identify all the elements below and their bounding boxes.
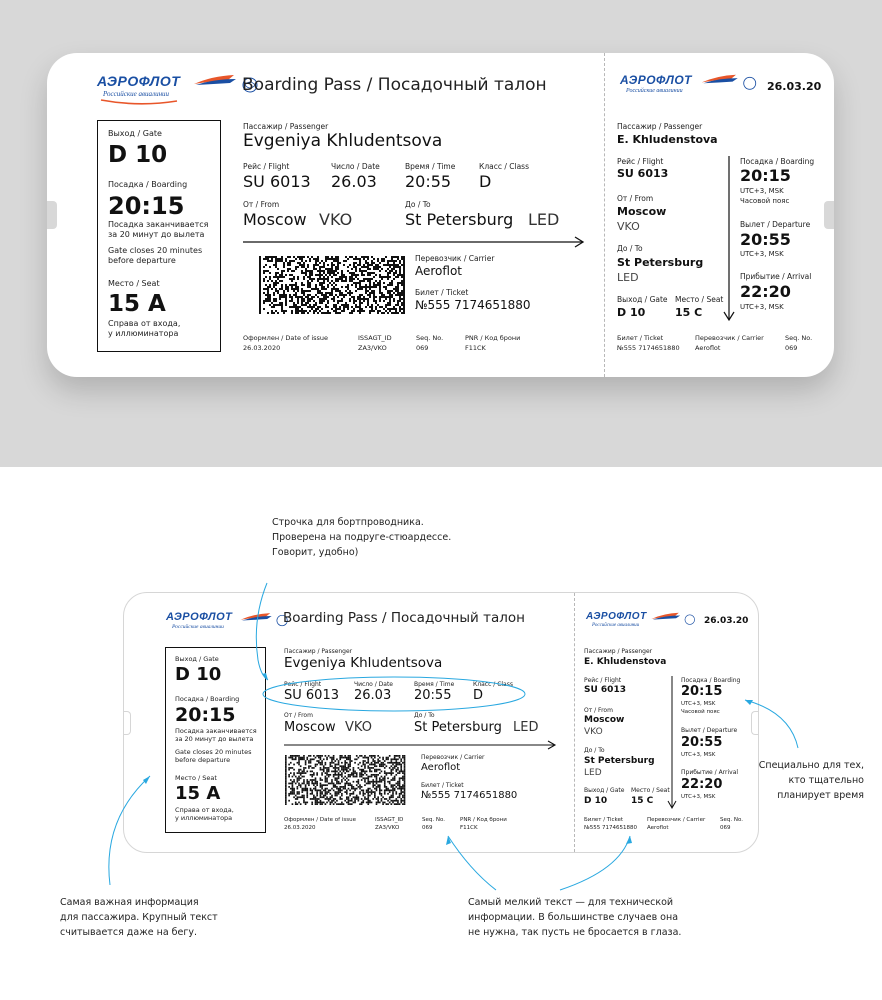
flight-row-highlight [263, 677, 525, 711]
issagt-label: ISSAGT_ID [375, 817, 404, 823]
stub-arrival-time: 22:20 [740, 282, 791, 301]
stub-logo-subtitle: Российские авиалинии [592, 623, 640, 628]
stub-seq-label: Seq. No. [720, 817, 743, 823]
ticket-label: Билет / Ticket [421, 782, 464, 789]
stub-boarding-time: 20:15 [740, 166, 791, 185]
stub-boarding-tz-note: Часовой пояс [740, 197, 790, 205]
from-label: От / From [243, 200, 280, 209]
pnr-label: PNR / Код брони [465, 334, 521, 342]
annotation-top-line-1: Строчка для бортпроводника. [272, 517, 424, 528]
stub-from-city: Moscow [617, 205, 667, 218]
bottom-callout-line-right [560, 836, 630, 890]
stub-gate-value: D 10 [617, 306, 646, 319]
stub-to-city: St Petersburg [584, 756, 655, 766]
stub-ticket-value: №555 7174651880 [584, 825, 637, 831]
annotation-right-line-3: планирует время [777, 790, 864, 801]
seq-label: Seq. No. [422, 817, 445, 823]
gate-label: Выход / Gate [175, 655, 219, 663]
to-code: LED [528, 210, 560, 229]
class-value: D [479, 172, 492, 191]
flight-label: Рейс / Flight [284, 681, 322, 688]
issagt-value: ZA3/VKO [375, 825, 400, 831]
annotation-main-info [60, 895, 218, 940]
time-label: Время / Time [405, 162, 456, 171]
stub-boarding-tz: UTC+3, MSK [681, 701, 716, 707]
pnr-label: PNR / Код брони [460, 817, 507, 823]
stub-carrier-label: Перевозчик / Carrier [647, 817, 706, 823]
from-label: От / From [284, 712, 313, 719]
right-callout-line [745, 700, 798, 748]
annotation-small-text [468, 895, 681, 940]
flight-value: SU 6013 [243, 172, 311, 191]
stub-logo-wordmark: АЭРОФЛОТ [620, 73, 693, 87]
class-label: Класс / Class [479, 162, 529, 171]
stub-to-label: До / To [617, 244, 643, 253]
annotation-left-line-1: Самая важная информация [60, 897, 199, 908]
logo-subtitle: Российские авиалинии [103, 90, 170, 98]
from-code: VKO [345, 720, 372, 735]
issagt-label: ISSAGT_ID [358, 334, 392, 342]
from-city: Moscow [284, 720, 336, 735]
stub-flight-value: SU 6013 [584, 685, 626, 695]
annotation-top-line-3: Говорит, удобно) [272, 547, 359, 558]
stub-boarding-label: Посадка / Boarding [681, 677, 741, 684]
issued-label: Оформлен / Date of issue [243, 334, 329, 342]
seat-note-2: у иллюминатора [175, 814, 233, 822]
date-label: Число / Date [331, 162, 380, 171]
gate-value: D 10 [175, 664, 222, 685]
seat-value: 15 A [175, 783, 221, 804]
seat-value: 15 A [108, 291, 166, 317]
stub-seat-label: Место / Seat [675, 295, 724, 304]
to-city: St Petersburg [414, 720, 502, 735]
top-callout-line [256, 583, 268, 680]
stub-arrival-tz: UTC+3, MSK [740, 303, 784, 311]
stub-from-label: От / From [617, 194, 654, 203]
issagt-value: ZA3/VKO [358, 344, 387, 352]
boarding-note-en-1: Gate closes 20 minutes [108, 246, 203, 255]
passenger-name: Evgeniya Khludentsova [284, 655, 443, 671]
pnr-value: F11CK [460, 825, 478, 831]
logo-wordmark: АЭРОФЛОТ [97, 73, 181, 89]
ticket-value: №555 7174651880 [415, 298, 531, 312]
stub-boarding-label: Посадка / Boarding [740, 157, 815, 166]
stub-seat-value: 15 C [675, 306, 703, 319]
pnr-value: F11CK [465, 344, 486, 352]
passenger-label: Пассажир / Passenger [243, 122, 329, 131]
stub-arrival-label: Прибытие / Arrival [681, 769, 739, 776]
annotation-top-line-2: Проверена на подруге-стюардессе. [272, 532, 452, 543]
stub-date: 26.03.20 [767, 80, 822, 93]
annotation-right-line-1: Специально для тех, [758, 760, 864, 771]
stub-departure-label: Вылет / Departure [681, 727, 738, 734]
stub-passenger-label: Пассажир / Passenger [584, 648, 653, 655]
stub-departure-time: 20:55 [681, 735, 723, 750]
left-callout-line [109, 776, 150, 885]
to-code: LED [513, 720, 539, 735]
left-callout-arrowhead [143, 776, 150, 784]
stub-boarding-tz-note: Часовой пояс [681, 709, 720, 715]
seq-label: Seq. No. [416, 334, 444, 342]
date-label: Число / Date [354, 681, 393, 688]
time-value: 20:55 [405, 172, 452, 191]
time-label: Время / Time [414, 681, 455, 688]
carrier-label: Перевозчик / Carrier [421, 754, 485, 761]
stub-arrival-label: Прибытие / Arrival [740, 272, 812, 281]
stub-to-code: LED [617, 271, 639, 284]
seat-note-2: у иллюминатора [108, 329, 179, 338]
top-callout-arrowhead [262, 673, 268, 680]
boarding-note-en-2: before departure [108, 256, 176, 265]
annotation-timezone [752, 758, 864, 803]
stub-flight-label: Рейс / Flight [584, 677, 622, 684]
stub-boarding-time: 20:15 [681, 684, 723, 699]
class-value: D [473, 688, 484, 703]
stub-carrier-value: Aeroflot [647, 825, 669, 831]
seat-note-1: Справа от входа, [108, 319, 181, 328]
from-code: VKO [319, 210, 353, 229]
stub-from-code: VKO [617, 220, 640, 233]
seat-label: Место / Seat [108, 279, 160, 288]
annotation-bottom-line-2: информации. В большинстве случаев она [468, 912, 679, 923]
bottom-callout-arrowhead-left [446, 836, 451, 845]
gate-label: Выход / Gate [108, 129, 162, 138]
annotation-bottom-line-1: Самый мелкий текст — для технической [468, 897, 674, 908]
stub-carrier-value: Aeroflot [695, 344, 721, 352]
seq-value: 069 [416, 344, 429, 352]
boarding-pass-title: Boarding Pass / Посадочный талон [283, 610, 525, 626]
annotation-left-line-2: для пассажира. Крупный текст [60, 912, 218, 923]
boarding-pass-title: Boarding Pass / Посадочный талон [242, 75, 547, 95]
boarding-note-ru-2: за 20 минут до вылета [108, 230, 205, 239]
stub-seq-value: 069 [785, 344, 798, 352]
stub-departure-tz: UTC+3, MSK [681, 752, 716, 758]
stub-arrival-time: 22:20 [681, 777, 723, 792]
stub-flight-label: Рейс / Flight [617, 157, 664, 166]
issued-value: 26.03.2020 [243, 344, 281, 352]
class-label: Класс / Class [473, 681, 513, 688]
stub-to-code: LED [584, 768, 602, 778]
passenger-label: Пассажир / Passenger [284, 648, 353, 655]
stub-gate-value: D 10 [584, 796, 608, 806]
stub-to-city: St Petersburg [617, 256, 704, 269]
stub-passenger-label: Пассажир / Passenger [617, 122, 703, 131]
boarding-note-ru-2: за 20 минут до вылета [175, 735, 254, 743]
ticket-label: Билет / Ticket [415, 288, 469, 297]
to-city: St Petersburg [405, 210, 514, 229]
to-label: До / To [405, 200, 431, 209]
boarding-note-en-2: before departure [175, 756, 231, 764]
ticket-value: №555 7174651880 [421, 790, 518, 801]
annotation-bottom-line-3: не нужна, так пусть не бросается в глаза. [468, 927, 682, 938]
date-value: 26.03 [331, 172, 377, 191]
flight-value: SU 6013 [284, 688, 339, 703]
stub-gate-label: Выход / Gate [617, 295, 668, 304]
issued-label: Оформлен / Date of issue [284, 817, 356, 823]
stub-departure-label: Вылет / Departure [740, 220, 811, 229]
stub-logo-subtitle: Российские авиалинии [626, 88, 683, 94]
stub-departure-tz: UTC+3, MSK [740, 250, 784, 258]
stub-carrier-label: Перевозчик / Carrier [695, 334, 764, 342]
boarding-label: Посадка / Boarding [108, 180, 188, 189]
stub-logo-wordmark: АЭРОФЛОТ [586, 611, 647, 622]
stub-ticket-label: Билет / Ticket [617, 334, 664, 342]
time-value: 20:55 [414, 688, 452, 703]
annotation-right-line-2: кто тщательно [788, 775, 864, 786]
stub-gate-label: Выход / Gate [584, 787, 625, 794]
annotation-left-line-3: считывается даже на бегу. [60, 927, 198, 938]
stub-seq-label: Seq. No. [785, 334, 813, 342]
carrier-value: Aeroflot [415, 264, 462, 278]
to-label: До / To [414, 712, 435, 719]
bottom-callout-line-left [448, 836, 496, 890]
stub-seq-value: 069 [720, 825, 731, 831]
seq-value: 069 [422, 825, 433, 831]
stub-from-city: Moscow [584, 715, 625, 725]
stub-flight-value: SU 6013 [617, 167, 669, 180]
seat-label: Место / Seat [175, 774, 217, 782]
boarding-label: Посадка / Boarding [175, 695, 240, 703]
gate-value: D 10 [108, 142, 168, 168]
boarding-note-en-1: Gate closes 20 minutes [175, 748, 252, 756]
boarding-time: 20:15 [108, 192, 185, 220]
bottom-callout-arrowhead-right [626, 836, 632, 844]
stub-seat-value: 15 C [631, 796, 654, 806]
logo-wordmark: АЭРОФЛОТ [166, 611, 233, 623]
boarding-note-ru-1: Посадка заканчивается [175, 727, 257, 735]
stub-from-label: От / From [584, 707, 613, 714]
stub-boarding-tz: UTC+3, MSK [740, 187, 784, 195]
from-city: Moscow [243, 210, 307, 229]
logo-subtitle: Российские авиалинии [172, 624, 224, 630]
stub-to-label: До / To [584, 747, 605, 754]
date-value: 26.03 [354, 688, 392, 703]
stub-ticket-label: Билет / Ticket [584, 817, 624, 823]
annotation-flight-row [272, 515, 451, 560]
boarding-note-ru-1: Посадка заканчивается [108, 220, 209, 229]
stub-from-code: VKO [584, 727, 603, 737]
stub-passenger-name: E. Khludenstova [584, 657, 667, 667]
flight-label: Рейс / Flight [243, 162, 290, 171]
stub-ticket-value: №555 7174651880 [617, 344, 680, 352]
seat-note-1: Справа от входа, [175, 806, 234, 814]
issued-value: 26.03.2020 [284, 825, 316, 831]
stub-date: 26.03.20 [704, 616, 749, 626]
stub-passenger-name: E. Khludenstova [617, 133, 718, 146]
boarding-time: 20:15 [175, 704, 236, 726]
carrier-value: Aeroflot [421, 762, 461, 773]
passenger-name: Evgeniya Khludentsova [243, 131, 443, 151]
stub-seat-label: Место / Seat [631, 787, 670, 794]
carrier-label: Перевозчик / Carrier [415, 254, 495, 263]
stub-arrival-tz: UTC+3, MSK [681, 794, 716, 800]
stub-departure-time: 20:55 [740, 230, 791, 249]
